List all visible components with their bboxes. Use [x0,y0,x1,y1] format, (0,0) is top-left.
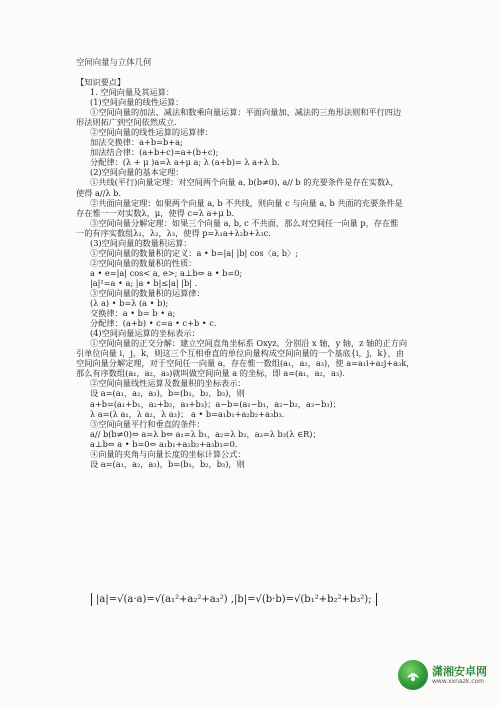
text-line: ③空间向量分解定理：如果三个向量 a, b, c 不共面，那么对空间任一向量 p，存在惟 [90,217,399,228]
text-line: ①共线(平行)向量定理：对空间两个向量 a, b(b≠0), a// b 的充要条件是存在实数λ， [90,177,399,188]
text-line: a// b(b≠0)⇔ a=λ b⇔ a₁=λ b₁，a₂=λ b₂，a₃=λ b₃(λ ∈R)； [90,428,321,439]
text-line: λ a=(λ a₁，λ a₂，λ a₃)； a • b=a₁b₁+a₂b₂+a₃b₃. [90,408,285,419]
text-line: ②空间向量的数量积的性质： [90,257,197,268]
text-line: 形法则拓广到空间依然成立. [76,117,177,128]
watermark-name: 潇湘安卓网 [432,664,487,678]
text-line: 一的有序实数组λ₁，λ₂，λ₃，使得 p=λ₁a+λ₂b+λ₃c. [76,227,271,238]
site-logo-icon [398,660,428,690]
text-line: (λ a) • b=λ (a • b); [90,298,169,309]
text-line: ②共面向量定理：如果两个向量 a, b 不共线，则向量 c 与向量 a, b 共面的充要条件是 [90,197,403,208]
text-line: ③空间向量平行和垂直的条件： [90,418,205,429]
document-title: 空间向量与立体几何 [76,57,152,67]
document-body [76,77,436,469]
text-line: ①空间向量的正交分解：建立空间直角坐标系 Oxyz，分别沿 x 轴，y 轴，z 轴的正方向 [90,338,408,349]
text-line: ②空间向量的线性运算的运算律： [90,127,213,138]
text-line: 引单位向量 i，j，k，则这三个互相垂直的单位向量构成空间向量的一个基底{i，j，k}，由 [76,348,405,359]
text-line: (4)空间向量运算的坐标表示： [90,328,200,339]
text-line: ①空间向量的加法、减法和数乘向量运算：平面向量加、减法的三角形法则和平行四边 [90,107,402,118]
text-line: 【知识要点】 [76,77,126,87]
text-line: a+b=(a₁+b₁，a₂+b₂，a₃+b₃)；a−b=(a₁−b₁，a₂−b₂，a₃−b₃)； [90,398,341,409]
text-line: 设 a=(a₁，a₂，a₃)，b=(b₁，b₂，b₃)，则 [90,388,245,399]
text-line: ④向量的夹角与向量长度的坐标计算公式： [90,448,246,459]
text-line: 空间向量分解定理，对于空间任一向量 a，存在惟一数组(a₁，a₂，a₃)，使 a=a₁i+a₂j+a₃k， [76,358,415,369]
text-line: 分配律：(a+b) • c=a • c+b • c. [90,318,217,329]
text-line: 分配律：(λ + μ )a=λ a+μ a; λ (a+b)= λ a+λ b. [90,157,280,168]
text-line: 设 a=(a₁，a₂，a₃)，b=(b₁，b₂，b₃)，则 [90,458,245,469]
text-line: (1)空间向量的线性运算： [90,97,184,108]
text-line: 那么有序数组(a₁，a₂，a₃)就叫做空间向量 a 的坐标，即 a=(a₁，a₂，a₃). [76,368,345,379]
text-line: ②空间向量线性运算及数量积的坐标表示： [90,378,246,389]
text-line: 使得 a//λ b. [76,187,122,198]
text-line: |a|²=a • a; |a • b|≤|a| |b| . [90,277,198,288]
text-line: 1. 空间向量及其运算： [90,87,175,98]
text-line: (3)空间向量的数量积运算： [90,237,192,248]
text-line: 交换律：a • b= b • a; [90,308,176,319]
text-line: (2)空间向量的基本定理： [90,167,184,178]
text-line: 存在惟一一对实数λ，μ，使得 c=λ a+μ b. [76,207,235,218]
text-line: ③空间向量的数量积的运算律： [90,287,205,298]
text-line: 加法结合律：(a+b+c)=a+(b+c); [90,147,219,158]
text-line: a • e=|a| cos< a, e>; a⊥b⇔ a • b=0; [90,267,243,278]
watermark-url: www.xxnazk.com [432,677,485,685]
vector-length-formula: |a|=√(a·a)=√(a₁²+a₂²+a₃²) ,|b|=√(b·b)=√(b₁²+b₂²+b₃²); [91,593,377,606]
site-watermark [398,655,494,695]
text-line: a⊥b⇔ a • b=0⇔ a₁b₁+a₂b₂+a₃b₃=0. [90,438,238,449]
text-line: ①空间向量的数量积的定义：a • b=|a| |b| cos〈a, b〉; [90,247,298,258]
text-line: 加法交换律：a+b=b+a; [90,137,183,148]
